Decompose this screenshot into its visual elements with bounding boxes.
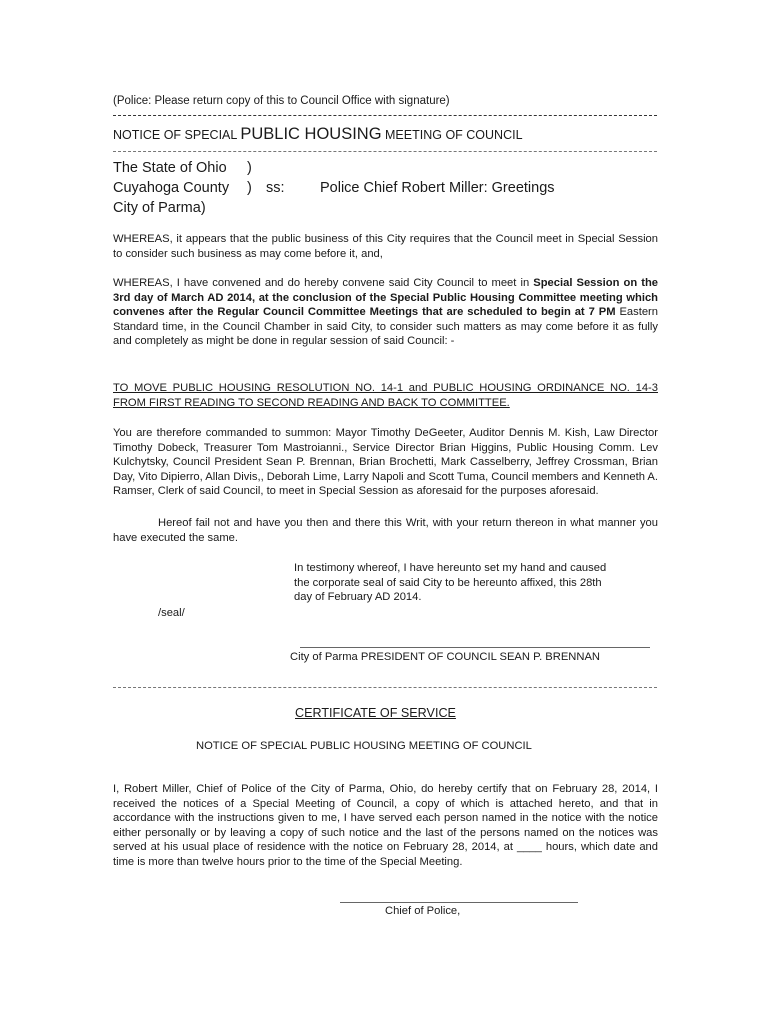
president-signer: City of Parma PRESIDENT OF COUNCIL SEAN P. BRENNAN bbox=[290, 651, 601, 663]
whereas-1: WHEREAS, it appears that the public business of this City requires that the Council meet in Special Session to consider such business as may come before it, and, bbox=[113, 233, 658, 260]
police-signer: Chief of Police, bbox=[385, 905, 461, 917]
certificate-divider bbox=[113, 687, 657, 688]
certificate-title: CERTIFICATE OF SERVICE bbox=[295, 706, 456, 720]
venue-county: Cuyahoga County bbox=[113, 180, 230, 196]
notice-prefix: NOTICE OF SPECIAL bbox=[113, 128, 241, 142]
notice-big: PUBLIC HOUSING bbox=[240, 125, 382, 143]
venue-paren-2: ) bbox=[247, 180, 252, 196]
title-divider bbox=[113, 151, 657, 152]
president-signature-line bbox=[300, 647, 650, 648]
venue-ss: ss: bbox=[266, 180, 285, 196]
notice-suffix: MEETING OF COUNCIL bbox=[381, 128, 523, 142]
police-note: (Police: Please return copy of this to Council Office with signature) bbox=[113, 95, 450, 107]
whereas-2-start: WHEREAS, I have convened and do hereby convene said City Council to meet in bbox=[113, 277, 534, 289]
testimony-block bbox=[294, 561, 664, 605]
police-signature-line bbox=[340, 902, 578, 903]
venue-block bbox=[113, 158, 658, 220]
whereas-2 bbox=[113, 276, 658, 349]
certificate-text: I, Robert Miller, Chief of Police of the City of Parma, Ohio, do hereby certify that on February 28, 2014, I received the notices of a Special Meeting of Council, a copy of which is attached hereto, and that in accordance with the instructions given to me, I have served each person named in the notice with the notice either personally or by leaving a copy of such notice and the last of the persons named on the notices was served at his usual place of residence with the notice on February 28, 2014, at ____ hours, which date and time is more than twelve hours prior to the time of the Special Meeting. bbox=[113, 783, 658, 868]
testimony-line-2: the corporate seal of said City to be hereunto affixed, this 28th bbox=[294, 576, 602, 589]
notice-title bbox=[113, 125, 523, 144]
whereas-2-end: Eastern Standard time, in the Council Chamber in said City, to consider such matters as may come before it as fully and completely as might be done in regular session of said Council: - bbox=[113, 306, 658, 348]
certificate-subtitle: NOTICE OF SPECIAL PUBLIC HOUSING MEETING OF COUNCIL bbox=[196, 740, 532, 752]
top-divider bbox=[113, 115, 657, 116]
summon-text: You are therefore commanded to summon: Mayor Timothy DeGeeter, Auditor Dennis M. Kish, Law Director Timothy Dobeck, Treasurer Tom Mastroianni., Service Director Brian Higgins, Public Housing Comm. Lev Kulchytsky, Council President Sean P. Brennan, Brian Brochetti, Mark Casselberry, Jeffrey Crossman, Brian Day, Vito Dipierro, Allan Divis,, Deborah Lime, Larry Napoli and Scott Tuma, Council members and Kenneth A. Ramser, Clerk of said Council, to meet in Special Session as aforesaid for the purposes aforesaid. bbox=[113, 427, 658, 498]
testimony-line-3: day of February AD 2014. bbox=[294, 591, 422, 604]
greeting: Police Chief Robert Miller: Greetings bbox=[320, 180, 555, 196]
whereas-2-bold: Special Session on the 3rd day of March AD 2014, at the conclusion of the Special Public Housing Committee meeting which convenes after the Regular Council Committee Meetings that are scheduled to begin at 7 PM bbox=[113, 277, 659, 319]
testimony-line-1: In testimony whereof, I have hereunto set my hand and caused bbox=[294, 562, 607, 574]
venue-state: The State of Ohio bbox=[113, 160, 227, 176]
seal-text: /seal/ bbox=[158, 607, 185, 619]
venue-paren-1: ) bbox=[247, 160, 252, 176]
motion-text: TO MOVE PUBLIC HOUSING RESOLUTION NO. 14-1 and PUBLIC HOUSING ORDINANCE NO. 14-3 FROM FIRST READING TO SECOND READING AND BACK TO COMMITTEE. bbox=[113, 382, 658, 409]
venue-city: City of Parma) bbox=[113, 200, 206, 216]
hereof-text: Hereof fail not and have you then and there this Writ, with your return thereon in what manner you have executed the same. bbox=[113, 517, 658, 544]
